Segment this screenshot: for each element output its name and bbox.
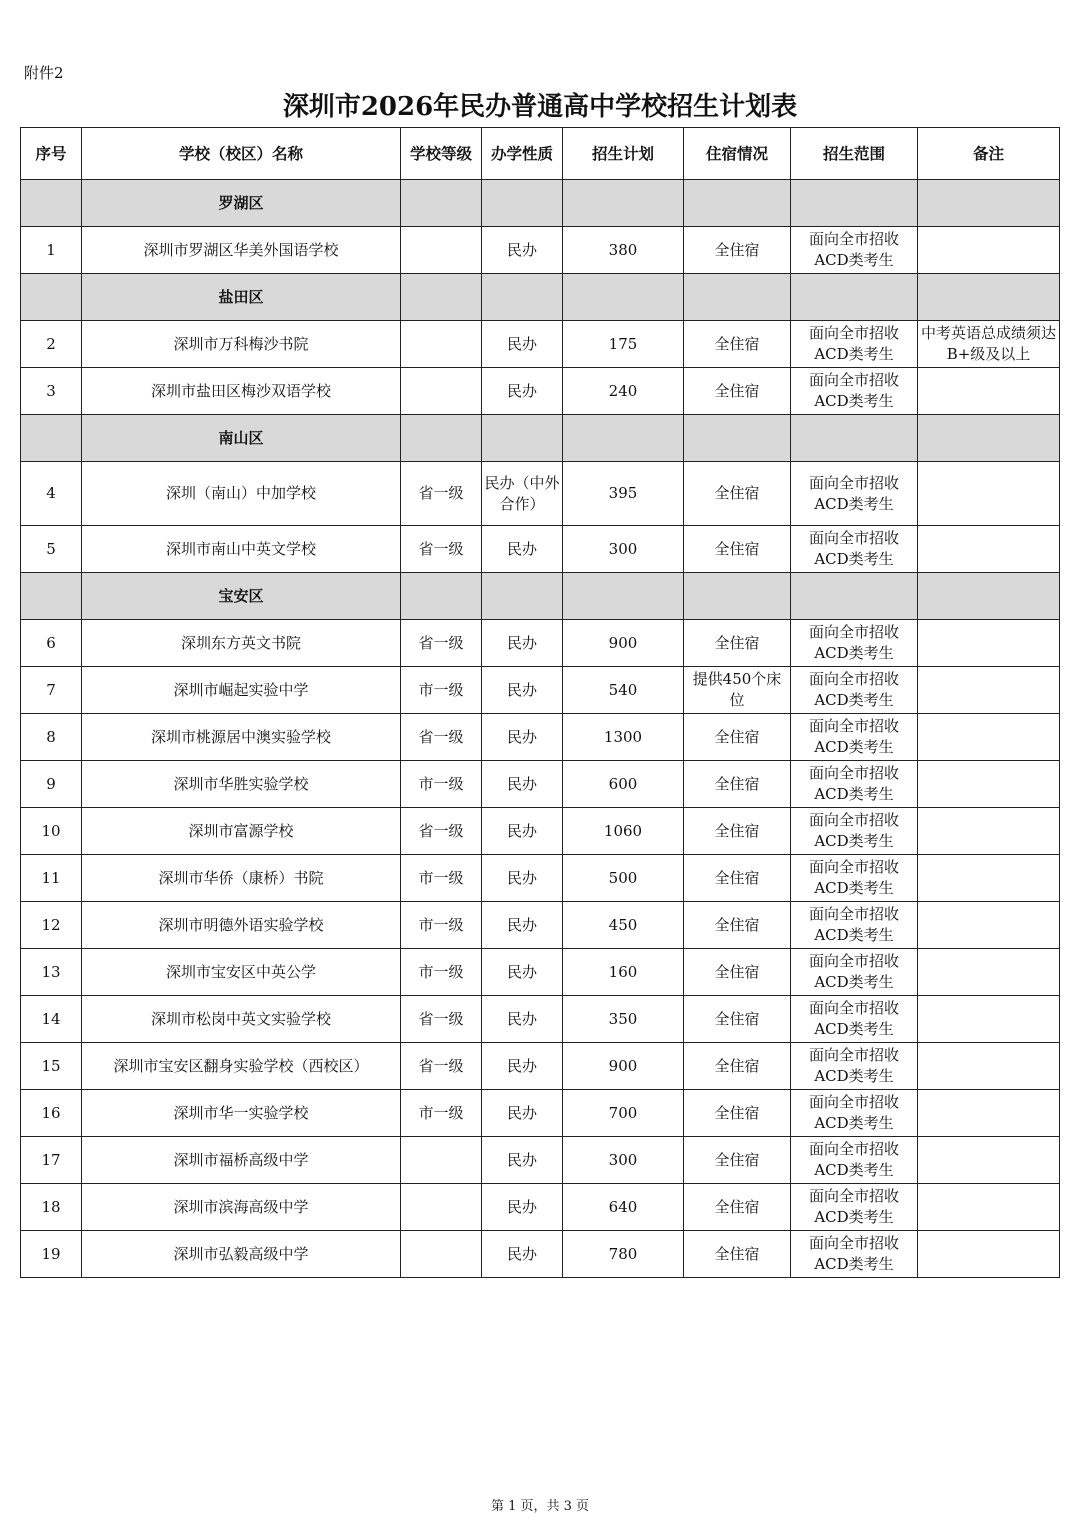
cell-lodging: 全住宿 [684, 1231, 791, 1278]
cell-plan: 500 [563, 855, 684, 902]
district-empty-cell [791, 415, 918, 462]
cell-nature: 民办 [482, 855, 563, 902]
cell-lodging: 全住宿 [684, 808, 791, 855]
cell-note [918, 996, 1060, 1043]
cell-level: 市一级 [401, 1090, 482, 1137]
cell-note [918, 902, 1060, 949]
district-name: 罗湖区 [82, 180, 401, 227]
cell-lodging: 全住宿 [684, 526, 791, 573]
cell-nature: 民办 [482, 526, 563, 573]
cell-level [401, 321, 482, 368]
column-header-no: 序号 [21, 128, 82, 180]
cell-plan: 1060 [563, 808, 684, 855]
district-empty-cell [918, 573, 1060, 620]
table-row [21, 321, 1060, 368]
cell-school-name: 深圳市宝安区中英公学 [82, 949, 401, 996]
table-row [21, 620, 1060, 667]
cell-no: 14 [21, 996, 82, 1043]
cell-note [918, 1231, 1060, 1278]
table-row [21, 1090, 1060, 1137]
cell-level: 省一级 [401, 526, 482, 573]
cell-no: 13 [21, 949, 82, 996]
cell-plan: 160 [563, 949, 684, 996]
cell-plan: 540 [563, 667, 684, 714]
cell-school-name: 深圳市崛起实验中学 [82, 667, 401, 714]
cell-lodging: 全住宿 [684, 855, 791, 902]
cell-no: 6 [21, 620, 82, 667]
cell-nature: 民办 [482, 1137, 563, 1184]
cell-lodging: 全住宿 [684, 1043, 791, 1090]
cell-scope: 面向全市招收ACD类考生 [791, 714, 918, 761]
cell-school-name: 深圳市明德外语实验学校 [82, 902, 401, 949]
cell-plan: 600 [563, 761, 684, 808]
cell-note [918, 667, 1060, 714]
cell-nature: 民办 [482, 321, 563, 368]
cell-note [918, 526, 1060, 573]
cell-school-name: 深圳市盐田区梅沙双语学校 [82, 368, 401, 415]
district-empty-cell [918, 415, 1060, 462]
cell-nature: 民办 [482, 902, 563, 949]
cell-level [401, 1231, 482, 1278]
district-empty-cell [482, 415, 563, 462]
cell-school-name: 深圳（南山）中加学校 [82, 462, 401, 526]
cell-note [918, 462, 1060, 526]
cell-no: 7 [21, 667, 82, 714]
table-row [21, 667, 1060, 714]
district-name: 盐田区 [82, 274, 401, 321]
cell-level [401, 1137, 482, 1184]
cell-plan: 900 [563, 620, 684, 667]
cell-lodging: 全住宿 [684, 462, 791, 526]
cell-lodging: 全住宿 [684, 620, 791, 667]
cell-no: 4 [21, 462, 82, 526]
cell-school-name: 深圳市福桥高级中学 [82, 1137, 401, 1184]
cell-scope: 面向全市招收ACD类考生 [791, 855, 918, 902]
cell-no: 3 [21, 368, 82, 415]
cell-note [918, 1137, 1060, 1184]
cell-level: 省一级 [401, 714, 482, 761]
cell-note [918, 761, 1060, 808]
cell-school-name: 深圳市松岗中英文实验学校 [82, 996, 401, 1043]
cell-level: 市一级 [401, 902, 482, 949]
cell-school-name: 深圳市富源学校 [82, 808, 401, 855]
cell-scope: 面向全市招收ACD类考生 [791, 667, 918, 714]
table-row [21, 1137, 1060, 1184]
cell-lodging: 全住宿 [684, 949, 791, 996]
cell-plan: 640 [563, 1184, 684, 1231]
district-empty-cell [918, 274, 1060, 321]
cell-scope: 面向全市招收ACD类考生 [791, 996, 918, 1043]
cell-no: 9 [21, 761, 82, 808]
table-row [21, 462, 1060, 526]
district-row [21, 274, 1060, 321]
district-name: 南山区 [82, 415, 401, 462]
cell-level: 省一级 [401, 808, 482, 855]
cell-no: 17 [21, 1137, 82, 1184]
cell-note [918, 855, 1060, 902]
cell-nature: 民办 [482, 227, 563, 274]
cell-scope: 面向全市招收ACD类考生 [791, 1043, 918, 1090]
cell-scope: 面向全市招收ACD类考生 [791, 949, 918, 996]
cell-lodging: 全住宿 [684, 996, 791, 1043]
cell-lodging: 全住宿 [684, 1137, 791, 1184]
cell-plan: 380 [563, 227, 684, 274]
cell-school-name: 深圳市万科梅沙书院 [82, 321, 401, 368]
district-row [21, 573, 1060, 620]
table-row [21, 902, 1060, 949]
district-empty-cell [21, 415, 82, 462]
district-empty-cell [482, 573, 563, 620]
cell-school-name: 深圳市宝安区翻身实验学校（西校区） [82, 1043, 401, 1090]
cell-plan: 175 [563, 321, 684, 368]
cell-level [401, 368, 482, 415]
page-footer: 第 1 页，共 3 页 [490, 1499, 590, 1514]
cell-scope: 面向全市招收ACD类考生 [791, 761, 918, 808]
district-empty-cell [401, 415, 482, 462]
cell-note [918, 1184, 1060, 1231]
attachment-label: 附件2 [24, 64, 64, 82]
table-row [21, 761, 1060, 808]
cell-scope: 面向全市招收ACD类考生 [791, 1137, 918, 1184]
column-header-note: 备注 [918, 128, 1060, 180]
district-empty-cell [482, 180, 563, 227]
district-row [21, 415, 1060, 462]
cell-school-name: 深圳东方英文书院 [82, 620, 401, 667]
cell-no: 10 [21, 808, 82, 855]
cell-no: 18 [21, 1184, 82, 1231]
cell-no: 1 [21, 227, 82, 274]
cell-level: 省一级 [401, 620, 482, 667]
cell-scope: 面向全市招收ACD类考生 [791, 1090, 918, 1137]
table-row [21, 996, 1060, 1043]
cell-scope: 面向全市招收ACD类考生 [791, 227, 918, 274]
table-header-row [21, 128, 1060, 180]
district-empty-cell [401, 573, 482, 620]
district-empty-cell [21, 180, 82, 227]
cell-nature: 民办 [482, 761, 563, 808]
cell-no: 8 [21, 714, 82, 761]
district-name: 宝安区 [82, 573, 401, 620]
cell-scope: 面向全市招收ACD类考生 [791, 462, 918, 526]
cell-note [918, 949, 1060, 996]
district-empty-cell [791, 180, 918, 227]
district-empty-cell [563, 573, 684, 620]
table-row [21, 855, 1060, 902]
cell-plan: 450 [563, 902, 684, 949]
cell-plan: 300 [563, 1137, 684, 1184]
cell-note [918, 620, 1060, 667]
district-row [21, 180, 1060, 227]
table-body [21, 180, 1060, 1278]
cell-scope: 面向全市招收ACD类考生 [791, 321, 918, 368]
cell-level [401, 227, 482, 274]
cell-plan: 700 [563, 1090, 684, 1137]
table-row [21, 368, 1060, 415]
cell-no: 16 [21, 1090, 82, 1137]
cell-lodging: 全住宿 [684, 1090, 791, 1137]
cell-school-name: 深圳市华胜实验学校 [82, 761, 401, 808]
cell-level: 市一级 [401, 667, 482, 714]
cell-plan: 900 [563, 1043, 684, 1090]
cell-nature: 民办 [482, 1231, 563, 1278]
column-header-level: 学校等级 [401, 128, 482, 180]
cell-scope: 面向全市招收ACD类考生 [791, 368, 918, 415]
cell-level: 市一级 [401, 855, 482, 902]
cell-nature: 民办 [482, 949, 563, 996]
cell-scope: 面向全市招收ACD类考生 [791, 1231, 918, 1278]
cell-nature: 民办 [482, 1043, 563, 1090]
cell-nature: 民办 [482, 1184, 563, 1231]
district-empty-cell [563, 415, 684, 462]
district-empty-cell [791, 573, 918, 620]
table-row [21, 1231, 1060, 1278]
cell-no: 15 [21, 1043, 82, 1090]
cell-no: 12 [21, 902, 82, 949]
column-header-scope: 招生范围 [791, 128, 918, 180]
cell-plan: 780 [563, 1231, 684, 1278]
cell-school-name: 深圳市滨海高级中学 [82, 1184, 401, 1231]
cell-lodging: 全住宿 [684, 321, 791, 368]
cell-nature: 民办 [482, 808, 563, 855]
district-empty-cell [401, 274, 482, 321]
cell-level: 省一级 [401, 996, 482, 1043]
cell-level [401, 1184, 482, 1231]
table-row [21, 526, 1060, 573]
cell-lodging: 全住宿 [684, 1184, 791, 1231]
cell-lodging: 全住宿 [684, 227, 791, 274]
district-empty-cell [684, 274, 791, 321]
cell-note [918, 227, 1060, 274]
district-empty-cell [563, 180, 684, 227]
cell-school-name: 深圳市华一实验学校 [82, 1090, 401, 1137]
district-empty-cell [563, 274, 684, 321]
enrollment-plan-table [20, 127, 1060, 1278]
column-header-plan: 招生计划 [563, 128, 684, 180]
district-empty-cell [401, 180, 482, 227]
cell-note [918, 368, 1060, 415]
column-header-school-name: 学校（校区）名称 [82, 128, 401, 180]
cell-note [918, 1043, 1060, 1090]
cell-note: 中考英语总成绩须达B+级及以上 [918, 321, 1060, 368]
cell-plan: 240 [563, 368, 684, 415]
cell-lodging: 全住宿 [684, 902, 791, 949]
cell-school-name: 深圳市弘毅高级中学 [82, 1231, 401, 1278]
table-row [21, 714, 1060, 761]
district-empty-cell [684, 573, 791, 620]
cell-nature: 民办 [482, 996, 563, 1043]
cell-school-name: 深圳市罗湖区华美外国语学校 [82, 227, 401, 274]
table-row [21, 227, 1060, 274]
cell-level: 省一级 [401, 462, 482, 526]
cell-level: 市一级 [401, 949, 482, 996]
cell-nature: 民办 [482, 667, 563, 714]
district-empty-cell [482, 274, 563, 321]
cell-lodging: 全住宿 [684, 714, 791, 761]
cell-note [918, 1090, 1060, 1137]
table-row [21, 808, 1060, 855]
column-header-nature: 办学性质 [482, 128, 563, 180]
cell-level: 市一级 [401, 761, 482, 808]
cell-plan: 395 [563, 462, 684, 526]
cell-plan: 350 [563, 996, 684, 1043]
cell-no: 5 [21, 526, 82, 573]
district-empty-cell [684, 180, 791, 227]
cell-plan: 300 [563, 526, 684, 573]
cell-no: 2 [21, 321, 82, 368]
cell-nature: 民办 [482, 714, 563, 761]
cell-scope: 面向全市招收ACD类考生 [791, 902, 918, 949]
district-empty-cell [684, 415, 791, 462]
table-row [21, 1043, 1060, 1090]
cell-scope: 面向全市招收ACD类考生 [791, 1184, 918, 1231]
cell-level: 省一级 [401, 1043, 482, 1090]
cell-school-name: 深圳市桃源居中澳实验学校 [82, 714, 401, 761]
cell-lodging: 全住宿 [684, 761, 791, 808]
table-row [21, 949, 1060, 996]
cell-nature: 民办 [482, 620, 563, 667]
cell-scope: 面向全市招收ACD类考生 [791, 808, 918, 855]
cell-nature: 民办（中外合作） [482, 462, 563, 526]
cell-lodging: 全住宿 [684, 368, 791, 415]
cell-nature: 民办 [482, 1090, 563, 1137]
cell-note [918, 808, 1060, 855]
district-empty-cell [791, 274, 918, 321]
cell-scope: 面向全市招收ACD类考生 [791, 620, 918, 667]
cell-plan: 1300 [563, 714, 684, 761]
cell-note [918, 714, 1060, 761]
district-empty-cell [21, 274, 82, 321]
cell-lodging: 提供450个床位 [684, 667, 791, 714]
document-title: 深圳市2026年民办普通高中学校招生计划表 [282, 92, 798, 122]
district-empty-cell [21, 573, 82, 620]
cell-school-name: 深圳市南山中英文学校 [82, 526, 401, 573]
cell-nature: 民办 [482, 368, 563, 415]
district-empty-cell [918, 180, 1060, 227]
cell-no: 11 [21, 855, 82, 902]
table-row [21, 1184, 1060, 1231]
cell-school-name: 深圳市华侨（康桥）书院 [82, 855, 401, 902]
cell-no: 19 [21, 1231, 82, 1278]
column-header-lodging: 住宿情况 [684, 128, 791, 180]
cell-scope: 面向全市招收ACD类考生 [791, 526, 918, 573]
